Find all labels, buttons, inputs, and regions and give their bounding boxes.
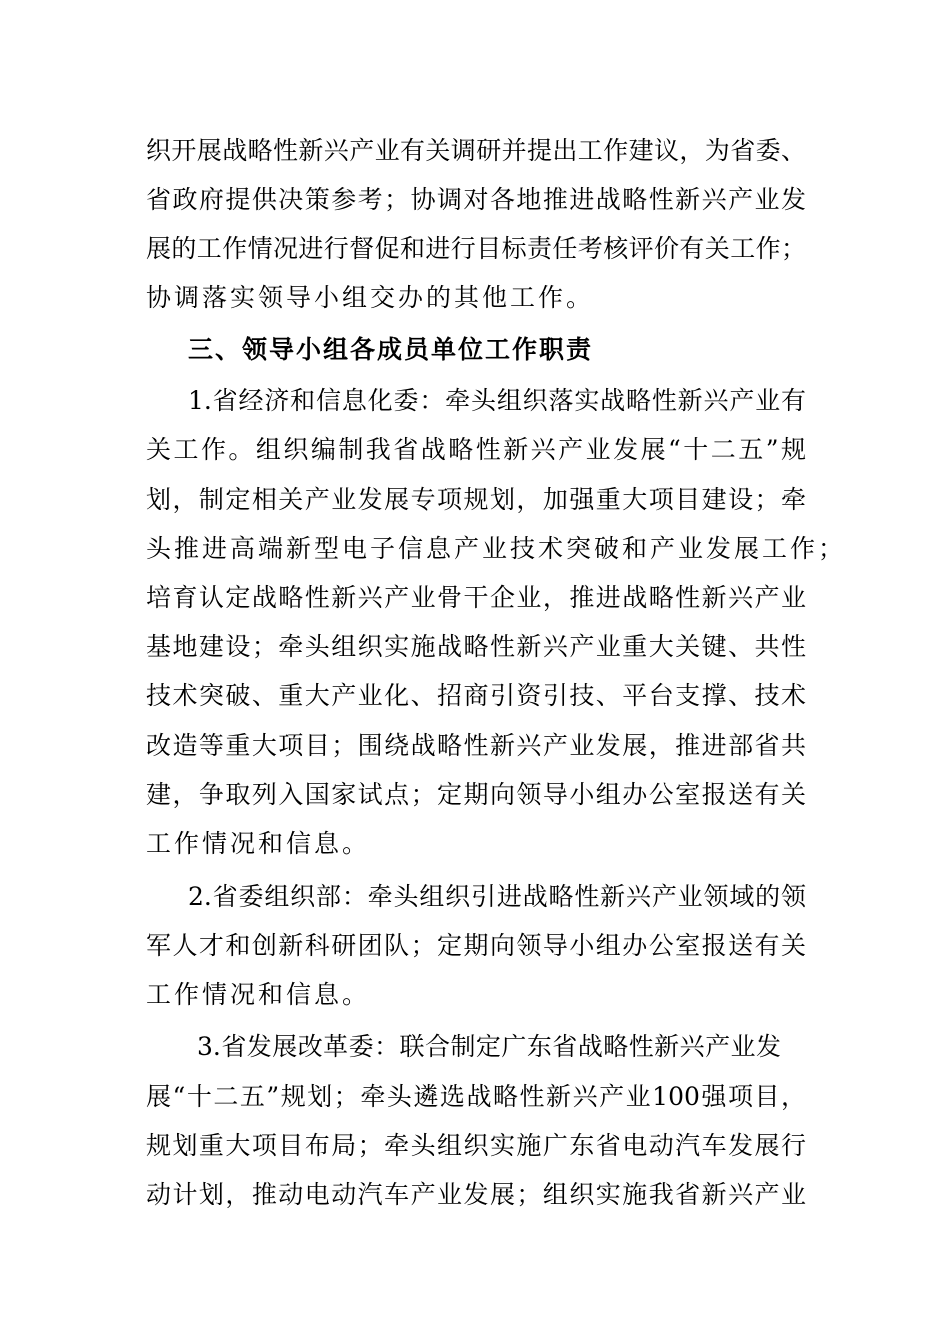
item-2-line-1: 2.省委组织部：牵头组织引进战略性新兴产业领域的领 xyxy=(188,882,806,911)
intro-line-3: 展的工作情况进行督促和进行目标责任考核评价有关工作； xyxy=(146,234,806,263)
item-1-line-2: 关工作。组织编制我省战略性新兴产业发展“十二五”规 xyxy=(146,435,806,464)
item-1-line-9: 建，争取列入国家试点；定期向领导小组办公室报送有关 xyxy=(146,780,806,809)
item-1-line-7: 技术突破、重大产业化、招商引资引技、平台支撑、技术 xyxy=(146,681,806,710)
intro-line-2: 省政府提供决策参考；协调对各地推进战略性新兴产业发 xyxy=(146,185,806,214)
item-3-line-3: 规划重大项目布局；牵头组织实施广东省电动汽车发展行 xyxy=(146,1131,806,1160)
item-1-line-3: 划，制定相关产业发展专项规划，加强重大项目建设；牵 xyxy=(146,485,806,514)
item-1-line-1: 1.省经济和信息化委：牵头组织落实战略性新兴产业有 xyxy=(188,386,806,415)
item-2-line-2: 军人才和创新科研团队；定期向领导小组办公室报送有关 xyxy=(146,931,806,960)
item-2-line-3: 工作情况和信息。 xyxy=(146,980,371,1009)
item-1-line-8: 改造等重大项目；围绕战略性新兴产业发展，推进部省共 xyxy=(146,731,806,760)
item-1-line-5: 培育认定战略性新兴产业骨干企业，推进战略性新兴产业 xyxy=(146,583,806,612)
item-3-line-1: 3.省发展改革委：联合制定广东省战略性新兴产业发 xyxy=(197,1032,781,1061)
intro-line-4: 协调落实领导小组交办的其他工作。 xyxy=(146,283,595,312)
intro-line-1: 织开展战略性新兴产业有关调研并提出工作建议，为省委、 xyxy=(146,136,806,165)
item-3-line-4: 动计划，推动电动汽车产业发展；组织实施我省新兴产业 xyxy=(146,1180,806,1209)
section-heading: 三、领导小组各成员单位工作职责 xyxy=(188,335,594,364)
item-1-line-4: 头推进高端新型电子信息产业技术突破和产业发展工作； xyxy=(146,534,847,563)
item-1-line-6: 基地建设；牵头组织实施战略性新兴产业重大关键、共性 xyxy=(146,632,806,661)
item-3-line-2: 展“十二五”规划；牵头遴选战略性新兴产业100强项目， xyxy=(146,1082,806,1111)
item-1-line-10: 工作情况和信息。 xyxy=(146,829,371,858)
